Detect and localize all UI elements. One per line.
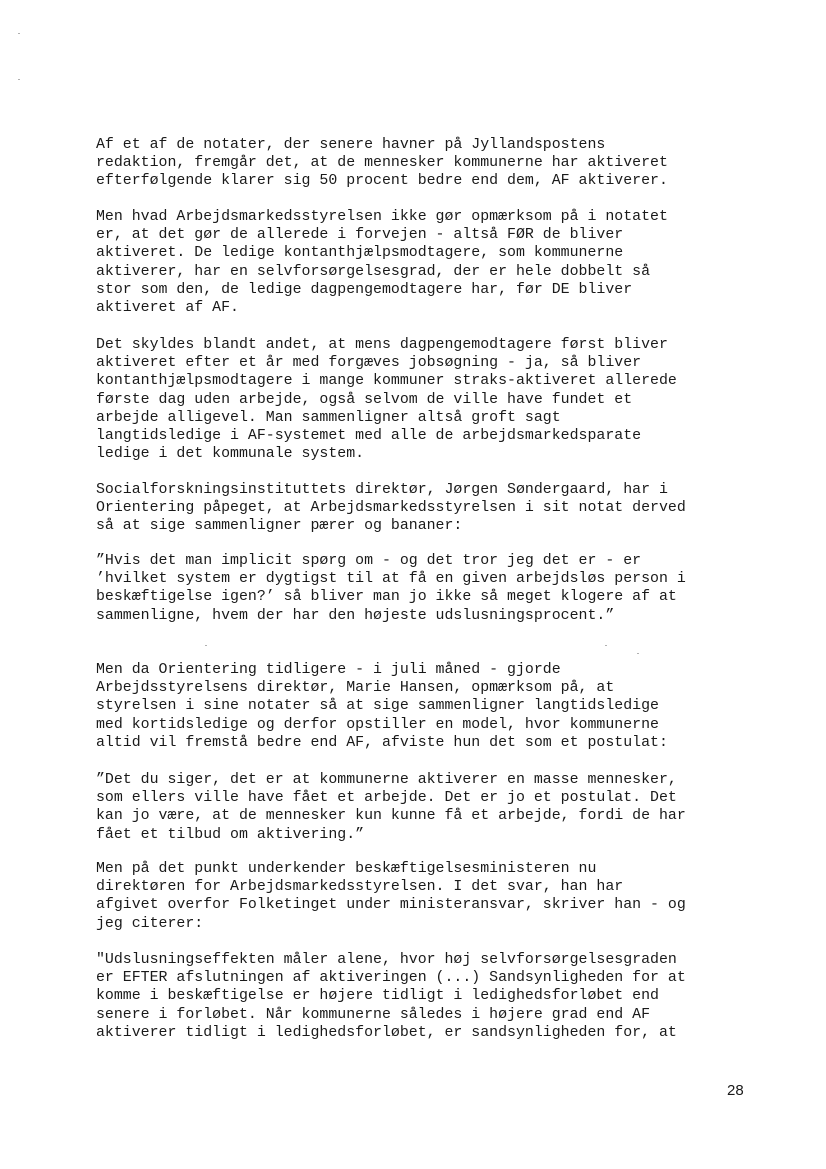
quote-paragraph: ”Hvis det man implicit spørg om - og det tror jeg det er - er ’hvilket system er dygtigst til at få en given arbejdsløs person i beskæftigelse igen?’ så bliver man jo ikke så meget klogere af at sammenligne, hvem der har den højeste udslusningsprocent.” <box>96 553 686 624</box>
scan-speck <box>637 653 639 654</box>
paragraph: Men da Orientering tidligere - i juli måned - gjorde Arbejdsstyrelsens direktør, Marie Hansen, opmærksom på, at styrelsen i sine notater så at sige sammenligner langtidsledige med kortidsledige og derfor opstiller en model, hvor kommunerne altid vil fremstå bedre end AF, afviste hun det som et postulat: <box>96 662 668 751</box>
quote-paragraph: ”Det du siger, det er at kommunerne aktiverer en masse mennesker, som ellers ville have fået et arbejde. Det er jo et postulat. Det kan jo være, at de mennesker kun kunne få et arbejde, fordi de har fået et tilbud om aktivering.” <box>96 772 686 843</box>
quote-paragraph: "Udslusningseffekten måler alene, hvor høj selvforsørgelsesgraden er EFTER afslutningen af aktiveringen (...) Sandsynligheden for at komme i beskæftigelse er højere tidligt i ledighedsforløbet end senere i forløbet. Når kommunerne således i højere grad end AF aktiverer tidligt i ledighedsforløbet, er sandsynligheden for, at <box>96 952 686 1041</box>
page-number: 28 <box>727 1082 744 1099</box>
paragraph: Men hvad Arbejdsmarkedsstyrelsen ikke gør opmærksom på i notatet er, at det gør de allerede i forvejen - altså FØR de bliver aktiveret. De ledige kontanthjælpsmodtagere, som kommunerne aktiverer, har en selvforsørgelsesgrad, der er hele dobbelt så stor som den, de ledige dagpengemodtagere har, før DE bliver aktiveret af AF. <box>96 209 668 317</box>
paragraph: Socialforskningsinstituttets direktør, Jørgen Søndergaard, har i Orientering påpeget, at Arbejdsmarkedsstyrelsen i sit notat derved så at sige sammenligner pærer og bananer: <box>96 482 686 535</box>
paragraph: Af et af de notater, der senere havner på Jyllandspostens redaktion, fremgår det, at de mennesker kommunerne har aktiveret efterfølgende klarer sig 50 procent bedre end dem, AF aktiverer. <box>96 137 668 190</box>
scan-speck <box>605 645 607 646</box>
paragraph: Det skyldes blandt andet, at mens dagpengemodtagere først bliver aktiveret efter et år med forgæves jobsøgning - ja, så bliver kontanthjælpsmodtagere i mange kommuner straks-aktiveret allerede første dag uden arbejde, også selvom de ville have fundet et arbejde alligevel. Man sammenligner altså groft sagt langtidsledige i AF-systemet med alle de arbejdsmarkedsparate ledige i det kommunale system. <box>96 337 677 463</box>
scan-speck <box>18 33 20 34</box>
paragraph: Men på det punkt underkender beskæftigelsesministeren nu direktøren for Arbejdsmarkedsstyrelsen. I det svar, han har afgivet overfor Folketinget under ministeransvar, skriver han - og jeg citerer: <box>96 861 686 932</box>
scan-speck <box>205 645 207 646</box>
scan-speck <box>18 79 20 80</box>
